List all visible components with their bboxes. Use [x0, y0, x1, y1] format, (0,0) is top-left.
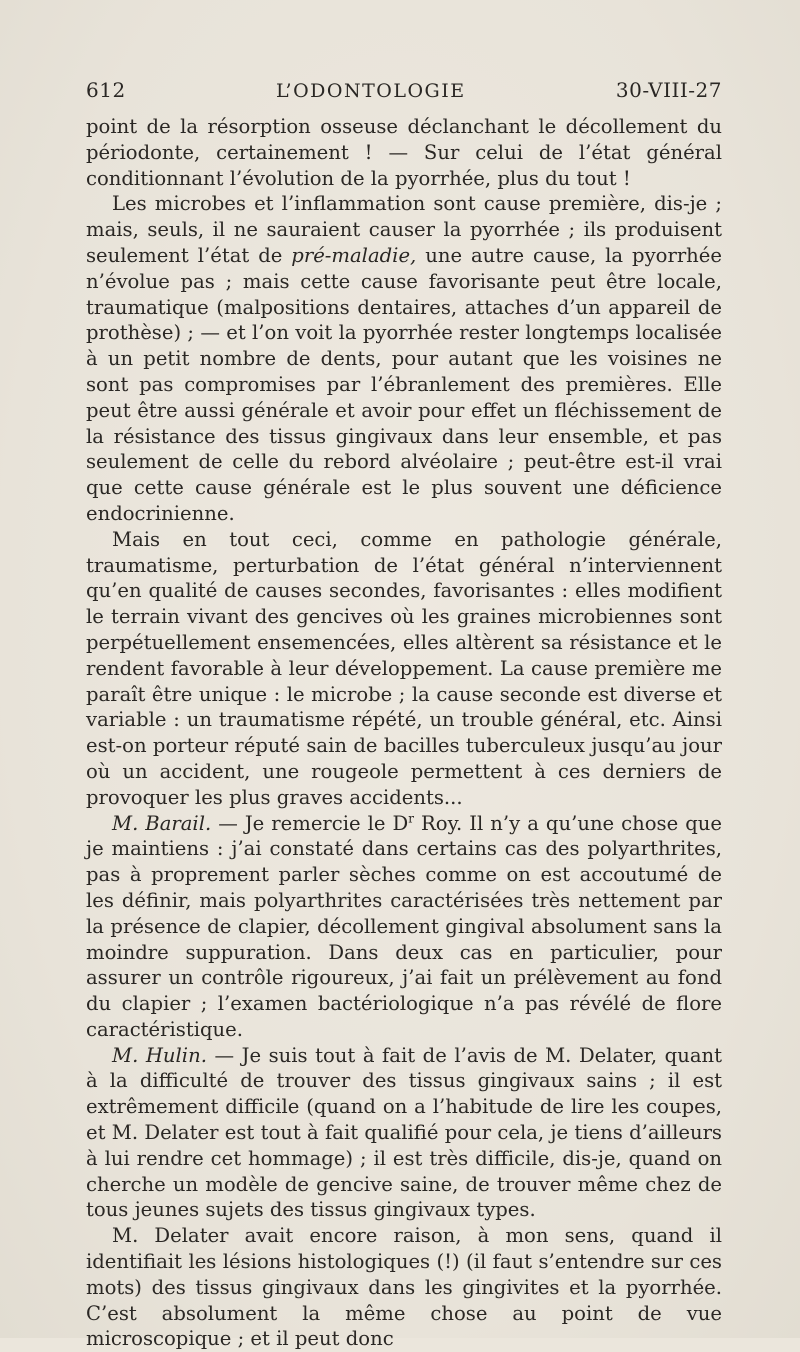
page-number: 612 — [86, 78, 126, 102]
emphasis: pré-maladie, — [291, 243, 417, 267]
paragraph: M. Delater avait encore raison, à mon sens, quand il identifiait les lésions histologiques (!) (il faut s’entendre sur ces mots) des tissus gingivaux dans les gingivites et la pyorrhée. C’est absolument la même chose au point de vue microscopique ; et il peut donc — [86, 1224, 722, 1351]
paragraph: M. Barail. — Je remercie le $D^r$ Roy. Il n’y a qu’une chose que je maintiens : j’ai constaté dans certains cas des polyarthrites, pas à proprement parler sèches comme on est accoutumé de les définir, mais polyarthrites caractérisées très nettement par la présence de clapier, décollement gingival absolument sans la moindre suppuration. Dans deux cas en particulier, pour assurer un contrôle rigoureux, j’ai fait un prélèvement au fond du clapier ; l’examen bactériologique n’a pas révélé de flore caractéristique. — [86, 810, 722, 1041]
paragraph: Mais en tout ceci, comme en pathologie générale, traumatisme, perturbation de l’état général n’interviennent qu’en qualité de causes secondes, favorisantes : elles modifient le terrain vivant des gencives où les graines microbiennes sont perpétuellement ensemencées, elles altèrent sa résistance et le rendent favorable à leur développement. La cause première me paraît être unique : le microbe ; la cause seconde est diverse et variable : un traumatisme répété, un trouble général, etc. Ainsi est-on porteur réputé sain de bacilles tuberculeux jusqu’au jour où un accident, une rougeole permettent à ces derniers de provoquer les plus graves accidents... — [86, 527, 722, 809]
issue-date: 30-VIII-27 — [615, 78, 722, 102]
paragraph: Les microbes et l’inflammation sont cause première, dis-je ; mais, seuls, il ne sauraient causer la pyorrhée ; ils produisent seulement l’état de pré-maladie, une autre cause, la pyorrhée n’évolue pas ; mais cette cause favorisante peut être locale, traumatique (malpositions dentaires, attaches d’un appareil de prothèse) ; — et l’on voit la pyorrhée rester longtemps localisée à un petit nombre de dents, pour autant que les voisines ne sont pas compromises par l’ébranlement des premières. Elle peut être aussi générale et avoir pour effet un fléchissement de la résistance des tissus gingivaux dans leur ensemble, et pas seulement de celle du rebord alvéolaire ; peut-être est-il vrai que cette cause générale est le plus souvent une déficience endocrinienne. — [86, 192, 722, 525]
speaker-name: M. Barail. — [112, 811, 212, 835]
running-header — [86, 78, 722, 102]
speaker-name: M. Hulin. — [112, 1043, 207, 1067]
paragraph: M. Hulin. — Je suis tout à fait de l’avis de M. Delater, quant à la difficulté de trouver des tissus gingivaux sains ; il est extrêmement difficile (quand on a l’habitude de lire les coupes, et M. Delater est tout à fait qualifié pour cela, je tiens d’ailleurs à lui rendre cet hommage) ; il est très difficile, dis-je, quand on cherche un modèle de gencive saine, de trouver même chez de tous jeunes sujets des tissus gingivaux types. — [86, 1043, 722, 1222]
body-text — [86, 114, 722, 1352]
paragraph: point de la résorption osseuse déclanchant le décollement du périodonte, certainement ! — Sur celui de l’état général conditionnant l’évolution de la pyorrhée, plus du tout ! — [86, 115, 722, 190]
superscript: r — [408, 810, 414, 825]
journal-title: L’ODONTOLOGIE — [275, 80, 466, 102]
